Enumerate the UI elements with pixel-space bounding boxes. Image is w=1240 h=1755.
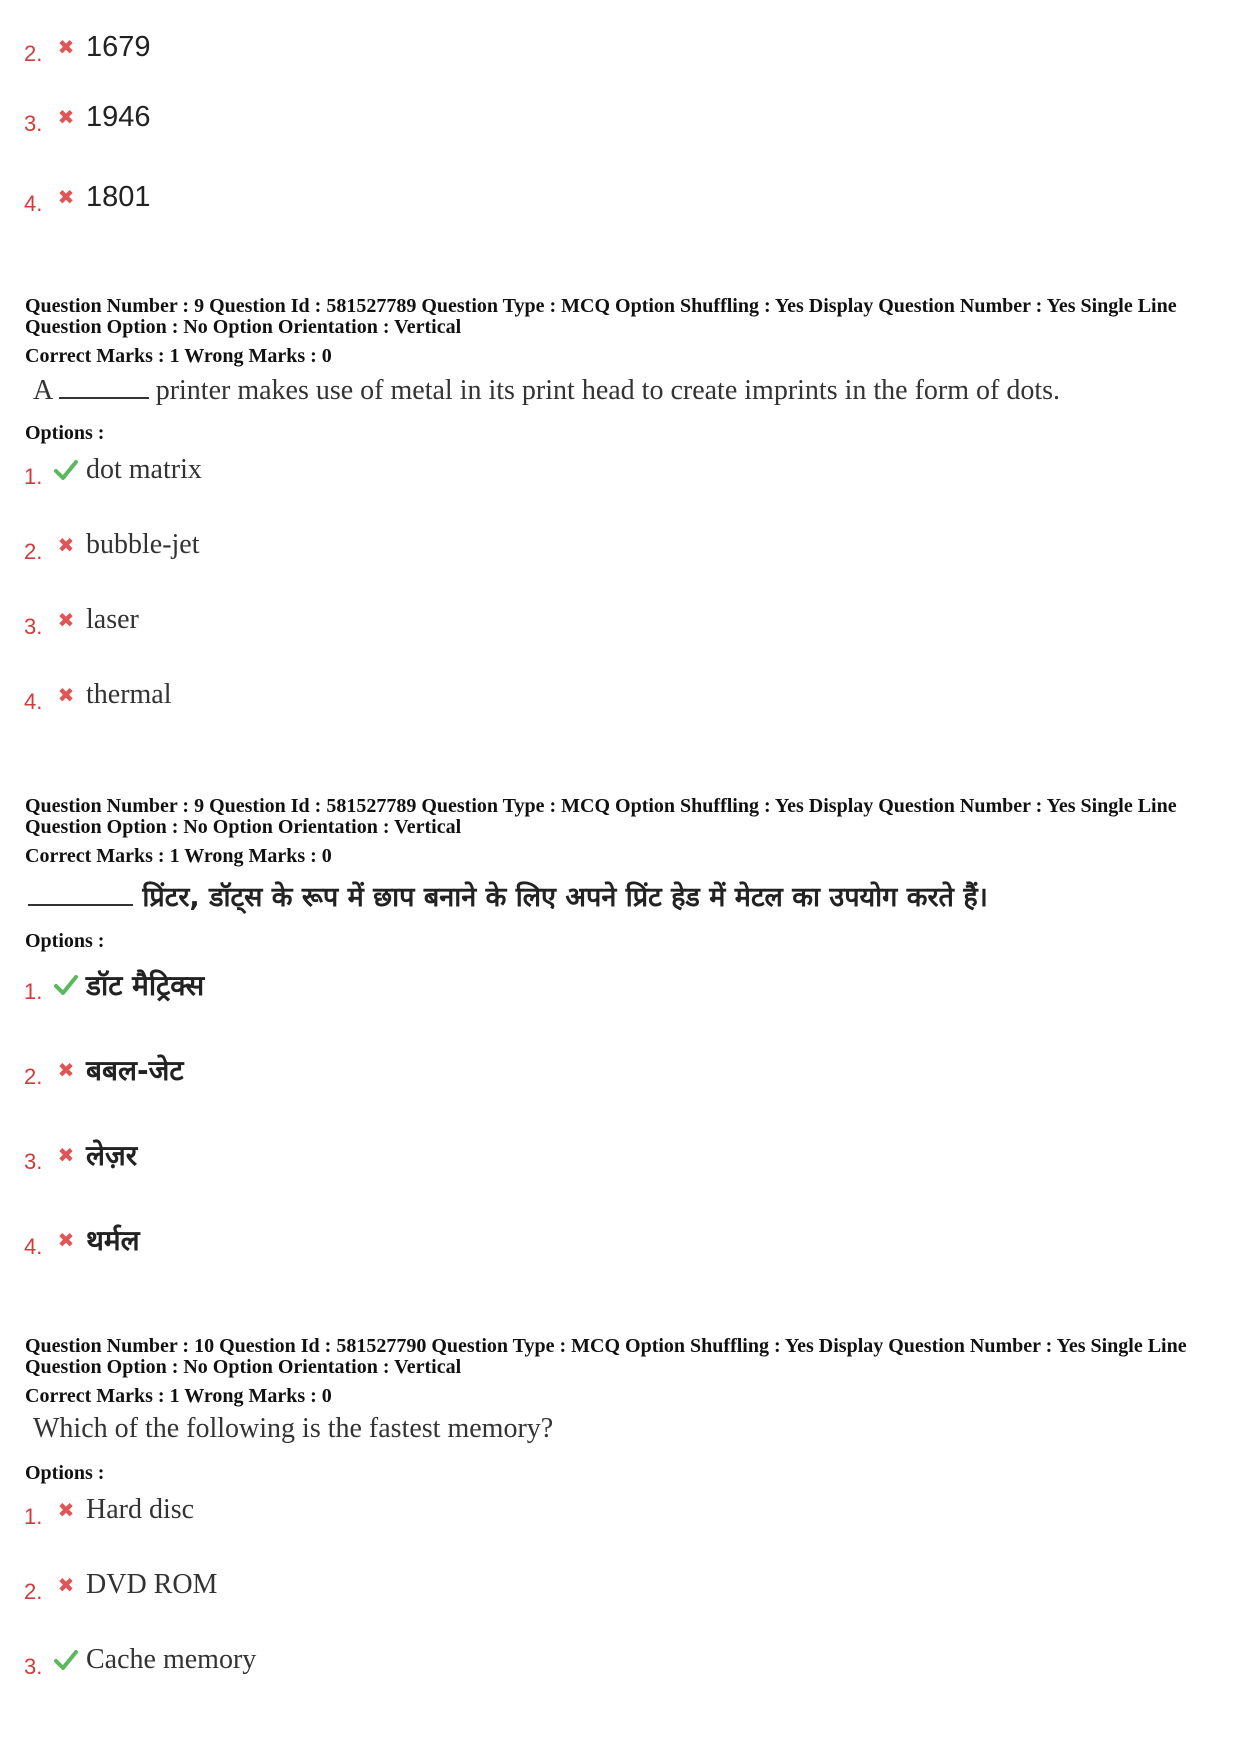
option-text: bubble-jet	[86, 529, 200, 560]
option-number: 3.	[24, 1654, 43, 1679]
option-text: डॉट मैट्रिक्स	[86, 969, 205, 1002]
cross-icon: ✖	[57, 1143, 75, 1167]
cross-icon: ✖	[57, 1228, 75, 1252]
option-text: DVD ROM	[86, 1569, 218, 1600]
q9-hi-marks: Correct Marks : 1 Wrong Marks : 0	[25, 845, 332, 867]
option-text: thermal	[86, 679, 172, 710]
q9-en-options-label: Options :	[25, 422, 105, 444]
option-text: 1679	[86, 30, 151, 63]
question-blank	[28, 880, 133, 906]
q10-question-text: Which of the following is the fastest memory?	[33, 1413, 554, 1444]
option-number: 3.	[24, 111, 43, 136]
option-number: 4.	[24, 1234, 43, 1259]
cross-icon: ✖	[57, 1573, 75, 1597]
option-text: थर्मल	[86, 1224, 140, 1257]
cross-icon: ✖	[57, 35, 75, 59]
option-text: Hard disc	[86, 1494, 195, 1525]
check-icon	[52, 1646, 80, 1674]
q9-hi-option-1	[24, 960, 204, 1010]
q10-marks: Correct Marks : 1 Wrong Marks : 0	[25, 1385, 332, 1407]
q9-en-option-2	[24, 520, 200, 570]
cross-icon: ✖	[57, 1498, 75, 1522]
question-suffix: प्रिंटर, डॉट्स के रूप में छाप बनाने के लिए अपने प्रिंट हेड में मेटल का उपयोग करते हैं।	[142, 882, 988, 913]
q9-hi-option-2	[24, 1045, 183, 1095]
option-text: Cache memory	[86, 1644, 257, 1675]
cross-icon: ✖	[57, 683, 75, 707]
option-number: 2.	[24, 1064, 43, 1089]
option-number: 2.	[24, 41, 43, 66]
option-text: बबल-जेट	[86, 1054, 184, 1087]
option-number: 1.	[24, 979, 43, 1004]
option-text: 1801	[86, 180, 151, 213]
q8-option-4	[24, 172, 151, 222]
option-number: 1.	[24, 1504, 43, 1529]
cross-icon: ✖	[57, 608, 75, 632]
option-text: dot matrix	[86, 454, 202, 485]
q9-en-marks: Correct Marks : 1 Wrong Marks : 0	[25, 345, 332, 367]
option-number: 2.	[24, 539, 43, 564]
q8-option-2	[24, 22, 151, 72]
q9-en-option-3	[24, 595, 139, 645]
cross-icon: ✖	[57, 185, 75, 209]
cross-icon: ✖	[57, 533, 75, 557]
option-number: 1.	[24, 464, 43, 489]
q10-option-2	[24, 1560, 217, 1610]
cross-icon: ✖	[57, 1058, 75, 1082]
q9-hi-option-4	[24, 1215, 140, 1265]
option-number: 2.	[24, 1579, 43, 1604]
option-number: 4.	[24, 191, 43, 216]
q9-en-option-1	[24, 445, 202, 495]
q10-option-1	[24, 1485, 194, 1535]
q9-hi-option-3	[24, 1130, 137, 1180]
question-prefix: A	[33, 375, 52, 406]
q10-meta: Question Number : 10 Question Id : 581527790 Question Type : MCQ Option Shuffling : Yes Display Question Number : Yes Single Line Question Option : No Option Orientation : Vertical	[25, 1335, 1187, 1378]
question-suffix: printer makes use of metal in its print head to create imprints in the form of dots.	[155, 375, 1061, 406]
option-text: laser	[86, 604, 139, 635]
q9-hi-question-text	[28, 877, 988, 914]
q9-en-meta: Question Number : 9 Question Id : 581527789 Question Type : MCQ Option Shuffling : Yes Display Question Number : Yes Single Line Question Option : No Option Orientation : Vertical	[25, 295, 1177, 338]
option-number: 3.	[24, 614, 43, 639]
check-icon	[52, 456, 80, 484]
q9-en-option-4	[24, 670, 172, 720]
q9-hi-options-label: Options :	[25, 930, 105, 952]
option-text: 1946	[86, 100, 151, 133]
option-text: लेज़र	[86, 1139, 138, 1172]
option-number: 4.	[24, 689, 43, 714]
q10-options-label: Options :	[25, 1462, 105, 1484]
q9-hi-meta: Question Number : 9 Question Id : 581527789 Question Type : MCQ Option Shuffling : Yes Display Question Number : Yes Single Line Question Option : No Option Orientation : Vertical	[25, 795, 1177, 838]
q9-en-question-text	[33, 373, 1060, 407]
option-number: 3.	[24, 1149, 43, 1174]
cross-icon: ✖	[57, 105, 75, 129]
check-icon	[52, 971, 80, 999]
q10-option-3	[24, 1635, 256, 1685]
q8-option-3	[24, 92, 151, 142]
question-blank	[59, 373, 149, 399]
